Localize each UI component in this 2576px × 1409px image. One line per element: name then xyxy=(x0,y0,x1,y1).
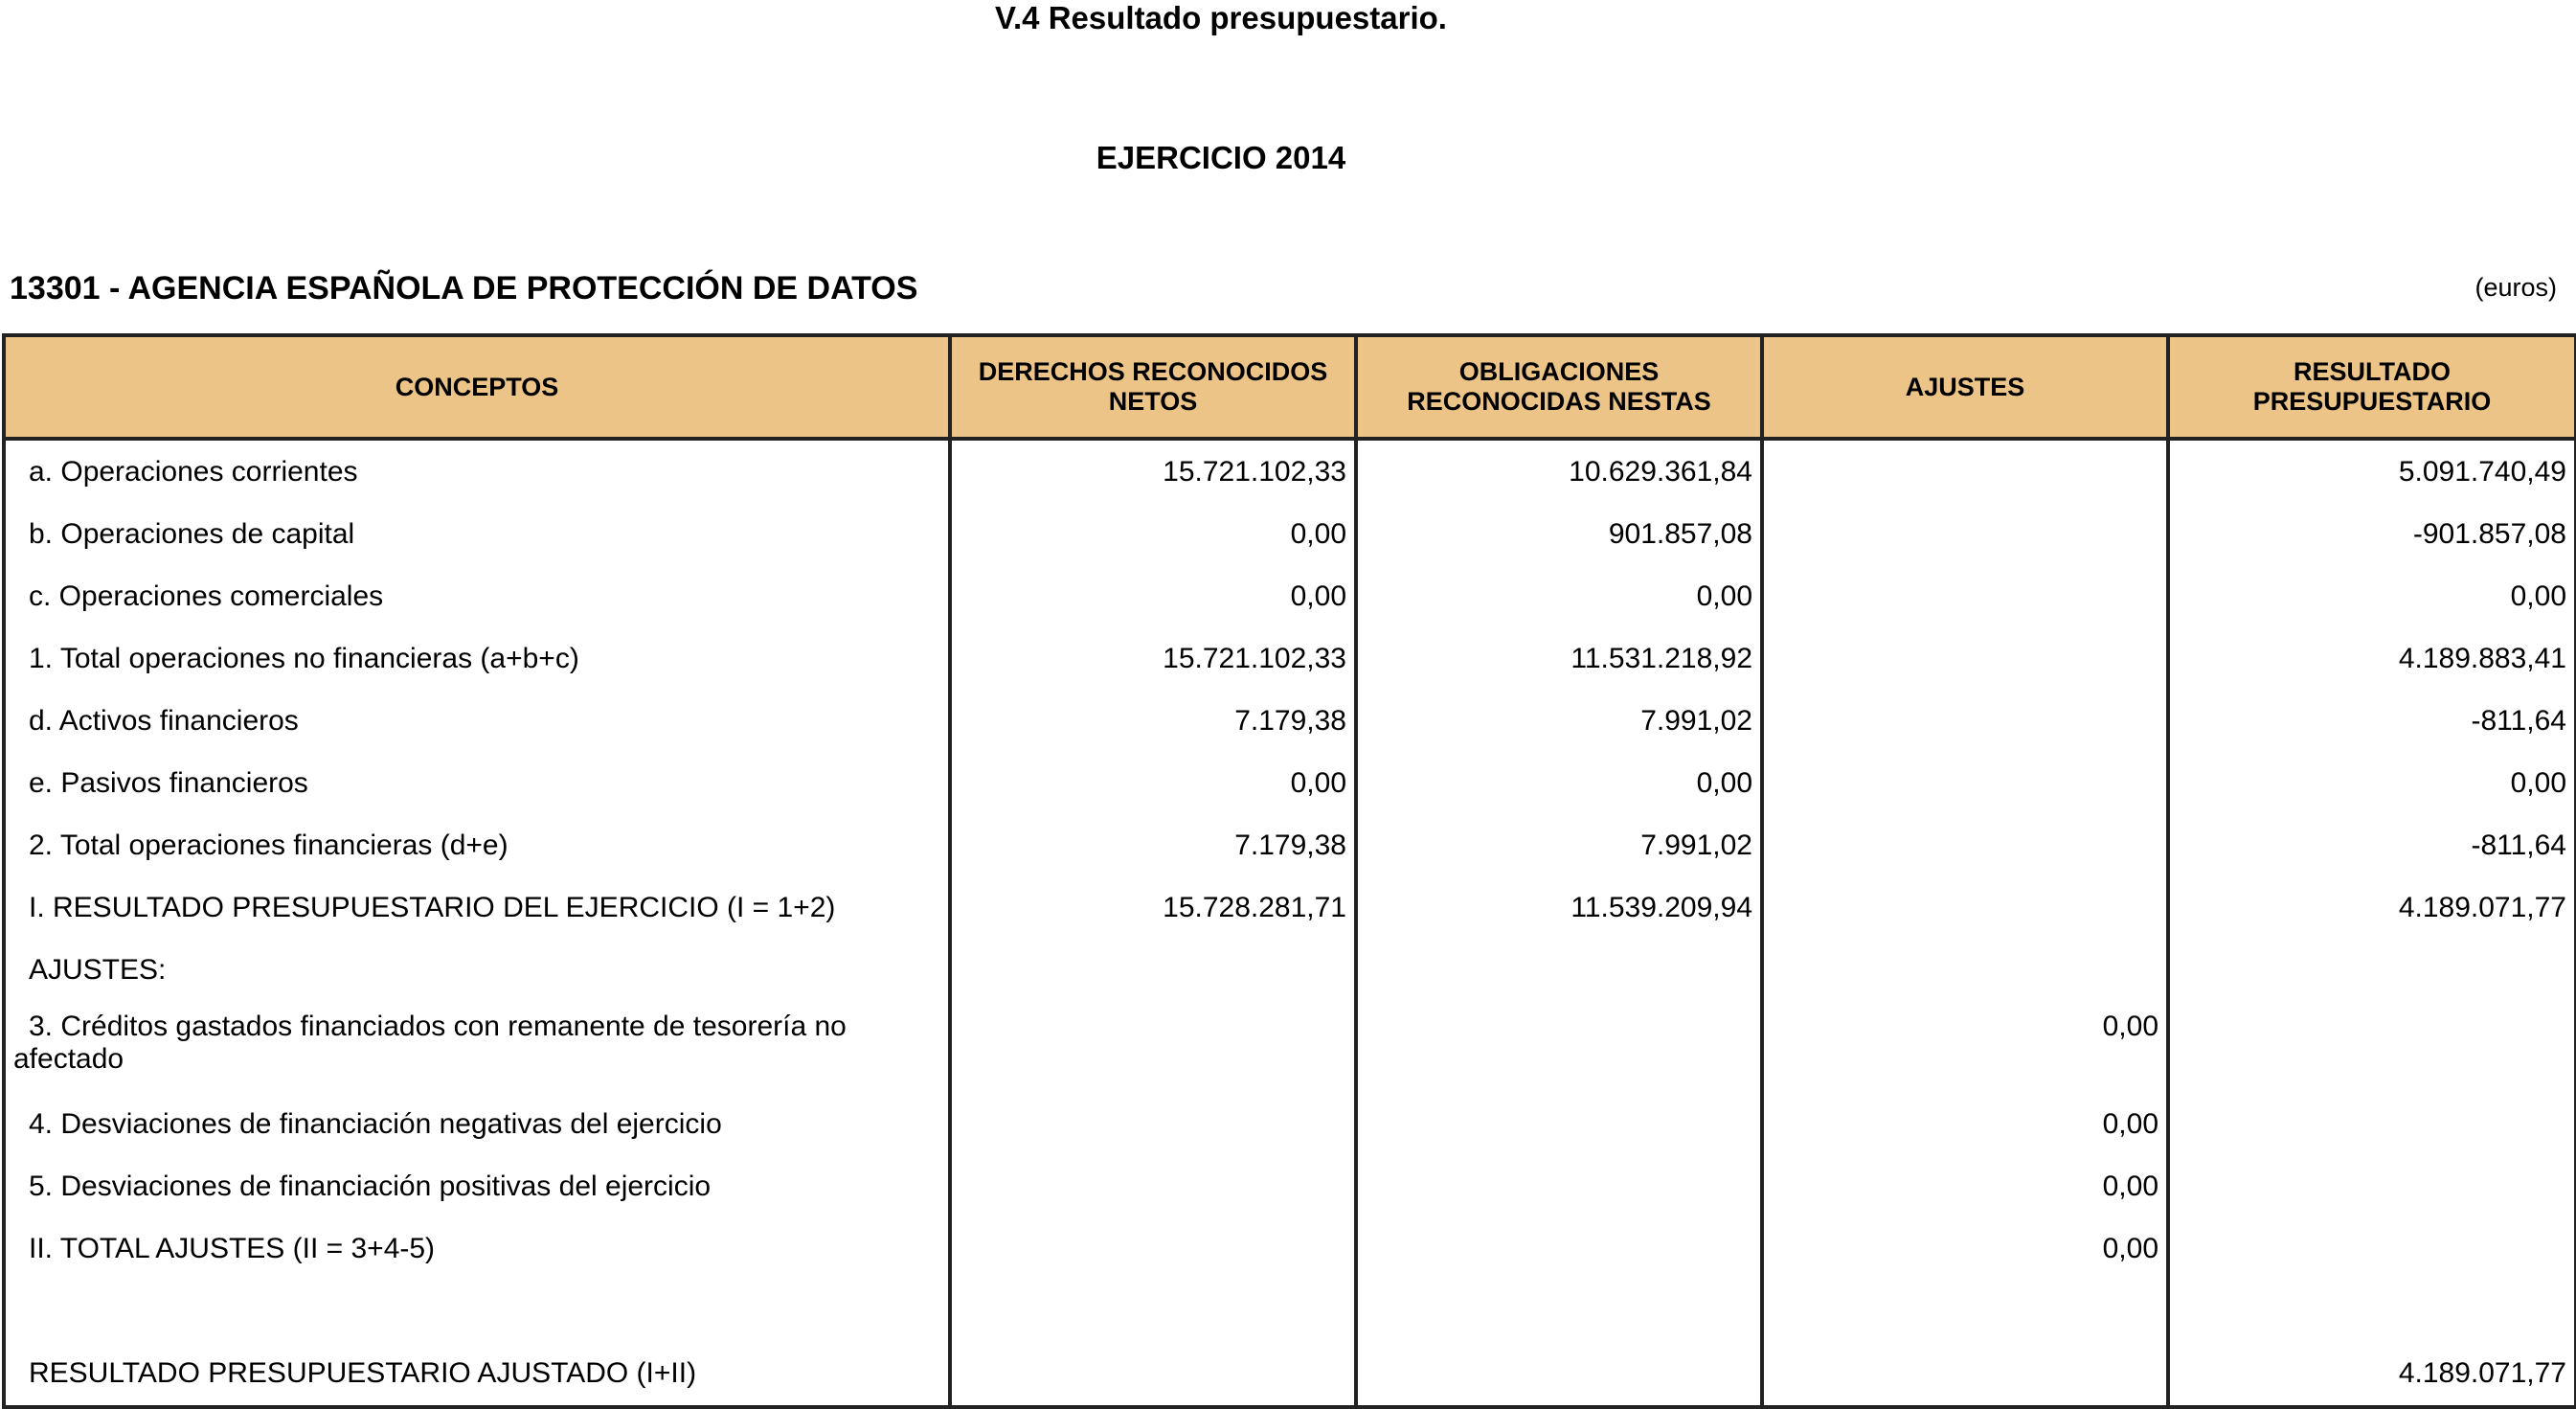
ajustes-cell: 0,00 xyxy=(1762,1093,2168,1155)
concept-cell: I. RESULTADO PRESUPUESTARIO DEL EJERCICIO (I = 1+2) xyxy=(4,876,950,939)
concept-cell xyxy=(4,1280,950,1342)
resultado-cell xyxy=(2168,939,2576,1001)
resultado-cell: 4.189.883,41 xyxy=(2168,627,2576,690)
ajustes-cell: 0,00 xyxy=(1762,1217,2168,1280)
concept-cell: b. Operaciones de capital xyxy=(4,503,950,565)
page-title: V.4 Resultado presupuestario. xyxy=(995,0,1447,35)
table-row xyxy=(4,565,2576,627)
ajustes-cell xyxy=(1762,752,2168,814)
obligaciones-cell: 0,00 xyxy=(1356,752,1762,814)
table-row xyxy=(4,627,2576,690)
resultado-cell xyxy=(2168,1093,2576,1155)
derechos-cell xyxy=(950,1093,1356,1155)
resultado-cell xyxy=(2168,1001,2576,1093)
obligaciones-cell xyxy=(1356,1280,1762,1342)
concept-cell: II. TOTAL AJUSTES (II = 3+4-5) xyxy=(4,1217,950,1280)
table-row xyxy=(4,1001,2576,1093)
derechos-cell xyxy=(950,1001,1356,1093)
ajustes-cell xyxy=(1762,503,2168,565)
obligaciones-cell xyxy=(1356,939,1762,1001)
obligaciones-cell: 11.539.209,94 xyxy=(1356,876,1762,939)
obligaciones-cell: 7.991,02 xyxy=(1356,690,1762,752)
ajustes-cell xyxy=(1762,1280,2168,1342)
budget-result-table xyxy=(2,333,2576,1409)
header-conceptos: CONCEPTOS xyxy=(4,335,950,439)
concept-cell: a. Operaciones corrientes xyxy=(4,439,950,503)
table-row xyxy=(4,939,2576,1001)
resultado-cell: -811,64 xyxy=(2168,814,2576,876)
concept-cell: 2. Total operaciones financieras (d+e) xyxy=(4,814,950,876)
derechos-cell: 15.728.281,71 xyxy=(950,876,1356,939)
derechos-cell xyxy=(950,939,1356,1001)
obligaciones-cell xyxy=(1356,1001,1762,1093)
obligaciones-cell xyxy=(1356,1093,1762,1155)
concept-cell: 4. Desviaciones de financiación negativas del ejercicio xyxy=(4,1093,950,1155)
resultado-cell xyxy=(2168,1217,2576,1280)
ajustes-cell xyxy=(1762,939,2168,1001)
obligaciones-cell: 0,00 xyxy=(1356,565,1762,627)
header-derechos: DERECHOS RECONOCIDOS NETOS xyxy=(950,335,1356,439)
resultado-cell: 5.091.740,49 xyxy=(2168,439,2576,503)
concept-cell: d. Activos financieros xyxy=(4,690,950,752)
obligaciones-cell xyxy=(1356,1155,1762,1217)
table-header-row xyxy=(4,335,2576,439)
derechos-cell xyxy=(950,1217,1356,1280)
resultado-cell: 0,00 xyxy=(2168,752,2576,814)
fiscal-year-heading: EJERCICIO 2014 xyxy=(1096,140,1346,175)
concept-cell: 3. Créditos gastados financiados con remanente de tesorería no afectado xyxy=(4,1001,950,1093)
table-row xyxy=(4,1155,2576,1217)
derechos-cell xyxy=(950,1155,1356,1217)
ajustes-cell xyxy=(1762,876,2168,939)
derechos-cell: 0,00 xyxy=(950,752,1356,814)
table-row xyxy=(4,1093,2576,1155)
currency-unit: (euros) xyxy=(2474,273,2557,302)
derechos-cell: 7.179,38 xyxy=(950,690,1356,752)
derechos-cell: 0,00 xyxy=(950,565,1356,627)
obligaciones-cell xyxy=(1356,1217,1762,1280)
ajustes-cell xyxy=(1762,565,2168,627)
resultado-cell: 4.189.071,77 xyxy=(2168,1342,2576,1407)
concept-cell: RESULTADO PRESUPUESTARIO AJUSTADO (I+II) xyxy=(4,1342,950,1407)
obligaciones-cell: 901.857,08 xyxy=(1356,503,1762,565)
header-resultado: RESULTADO PRESUPUESTARIO xyxy=(2168,335,2576,439)
resultado-cell xyxy=(2168,1280,2576,1342)
ajustes-cell xyxy=(1762,814,2168,876)
concept-cell: e. Pasivos financieros xyxy=(4,752,950,814)
header-obligaciones: OBLIGACIONES RECONOCIDAS NESTAS xyxy=(1356,335,1762,439)
table-row xyxy=(4,876,2576,939)
obligaciones-cell: 7.991,02 xyxy=(1356,814,1762,876)
table-row xyxy=(4,1280,2576,1342)
concept-cell: c. Operaciones comerciales xyxy=(4,565,950,627)
concept-cell: 5. Desviaciones de financiación positivas del ejercicio xyxy=(4,1155,950,1217)
derechos-cell: 15.721.102,33 xyxy=(950,627,1356,690)
resultado-cell xyxy=(2168,1155,2576,1217)
resultado-cell: -811,64 xyxy=(2168,690,2576,752)
derechos-cell: 0,00 xyxy=(950,503,1356,565)
derechos-cell: 7.179,38 xyxy=(950,814,1356,876)
concept-cell: AJUSTES: xyxy=(4,939,950,1001)
derechos-cell: 15.721.102,33 xyxy=(950,439,1356,503)
ajustes-cell: 0,00 xyxy=(1762,1155,2168,1217)
table-row xyxy=(4,814,2576,876)
ajustes-cell xyxy=(1762,690,2168,752)
table-row xyxy=(4,752,2576,814)
ajustes-cell xyxy=(1762,627,2168,690)
entity-name: 13301 - AGENCIA ESPAÑOLA DE PROTECCIÓN DE DATOS xyxy=(10,270,918,307)
resultado-cell: 0,00 xyxy=(2168,565,2576,627)
ajustes-cell xyxy=(1762,439,2168,503)
concept-cell: 1. Total operaciones no financieras (a+b+c) xyxy=(4,627,950,690)
derechos-cell xyxy=(950,1280,1356,1342)
ajustes-cell: 0,00 xyxy=(1762,1001,2168,1093)
table-row xyxy=(4,439,2576,503)
table-row xyxy=(4,1217,2576,1280)
obligaciones-cell: 10.629.361,84 xyxy=(1356,439,1762,503)
resultado-cell: -901.857,08 xyxy=(2168,503,2576,565)
table-row xyxy=(4,503,2576,565)
obligaciones-cell: 11.531.218,92 xyxy=(1356,627,1762,690)
header-ajustes: AJUSTES xyxy=(1762,335,2168,439)
resultado-cell: 4.189.071,77 xyxy=(2168,876,2576,939)
table-row xyxy=(4,690,2576,752)
